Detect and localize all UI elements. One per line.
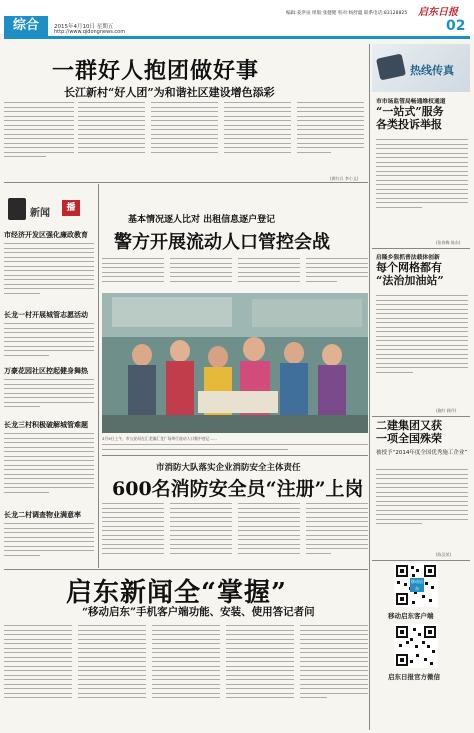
- law-headline: 每个网格都有 “法治加油站”: [376, 261, 444, 287]
- brief-item-text: [4, 520, 94, 566]
- award-subheadline: 被授予“2014年度全国优秀施工企业”: [376, 450, 468, 456]
- feature-article-body: [4, 622, 368, 728]
- police-headline: 警方开展流动人口管控会战: [114, 232, 330, 253]
- photo-caption: 4月9日上午，市公安局在汇龙镇汇龙广场举行流动人口集中登记……: [102, 436, 368, 450]
- website-link[interactable]: http://www.qidongnews.com: [54, 29, 126, 35]
- divider: [102, 455, 368, 456]
- editorial-credits: 编辑:姜洪泉 组版:张健健 校对:杨舒蕴 联系电话:83128825: [286, 11, 408, 16]
- microphone-icon: [8, 198, 26, 220]
- app-qr-label: 移动启东客户端: [388, 612, 434, 620]
- law-author: (施红 顾丹): [436, 408, 457, 413]
- page-number: 02: [446, 18, 466, 34]
- crowd-photo-illustration: [102, 293, 368, 433]
- hotline-headline: “一站式”服务 各类投诉举报: [376, 105, 444, 131]
- brief-item-title: 长龙一村开展城管志愿活动: [4, 310, 88, 319]
- brief-logo-badge: 播: [62, 200, 80, 216]
- brief-item-title: 长龙三村积极破解城管难题: [4, 420, 88, 429]
- brief-item-text: [4, 430, 94, 506]
- brief-item-text: [4, 320, 94, 364]
- fire-kicker: 市消防大队落实企业消防安全主体责任: [156, 463, 301, 473]
- lead-author: (黄红兵 李小义): [330, 176, 359, 181]
- police-article-body: [102, 255, 368, 291]
- hotline-kicker: 市市场监管局畅通维权通道: [376, 99, 446, 105]
- brief-logo: 新闻: [30, 208, 50, 219]
- lead-headline: 一群好人抱团做好事: [52, 58, 260, 84]
- wechat-qr-code[interactable]: [394, 624, 438, 668]
- wechat-qr-label: 启东日报官方微信: [388, 673, 440, 681]
- police-kicker: 基本情况逐人比对 出租信息逐户登记: [128, 215, 276, 225]
- award-author: (陈汉荣): [436, 552, 452, 557]
- qr-code-icon: [394, 624, 438, 668]
- feature-headline: 启东新闻全“掌握”: [66, 578, 287, 608]
- column-divider: [369, 44, 370, 730]
- column-divider: [98, 184, 99, 568]
- brief-item-text: [4, 376, 94, 416]
- hotline-article-body: [376, 136, 468, 236]
- award-article-body: [376, 466, 468, 550]
- law-article-body: [376, 292, 468, 404]
- lead-article-body: [78, 99, 364, 171]
- brief-item-text: [4, 240, 94, 306]
- app-badge: 移动启东: [411, 579, 423, 591]
- hotline-author: (张春梅 陈东): [436, 240, 461, 245]
- law-kicker: 启隆乡狠抓普法载体创新: [376, 255, 440, 261]
- section-tab: 综合: [4, 16, 48, 36]
- feature-subheadline: “移动启东”手机客户端功能、安装、使用答记者问: [82, 606, 315, 618]
- issue-date: 2015年4月10日 星期五: [54, 24, 114, 30]
- divider: [372, 416, 470, 417]
- hotline-banner-title: 热线传真: [410, 64, 454, 77]
- divider: [372, 560, 470, 561]
- award-headline: 二建集团又获 一项全国殊荣: [376, 419, 442, 445]
- fire-headline: 600名消防安全员“注册”上岗: [112, 478, 364, 500]
- header-rule: [4, 36, 470, 39]
- lead-article-text: [4, 99, 74, 171]
- lead-subheadline: 长江新村“好人团”为和谐社区建设增色添彩: [64, 86, 275, 99]
- brief-item-title: 万豪花园社区控起健身舞热: [4, 366, 88, 375]
- divider: [4, 182, 368, 183]
- newspaper-logo: 启东日报: [418, 7, 458, 18]
- fire-article-body: [102, 500, 368, 570]
- brief-item-title: 市经济开发区强化廉政教育: [4, 230, 88, 239]
- brief-item-title: 长龙二村调查物业满意率: [4, 510, 81, 519]
- news-photo: [102, 293, 368, 433]
- divider: [4, 569, 368, 570]
- divider: [372, 248, 470, 249]
